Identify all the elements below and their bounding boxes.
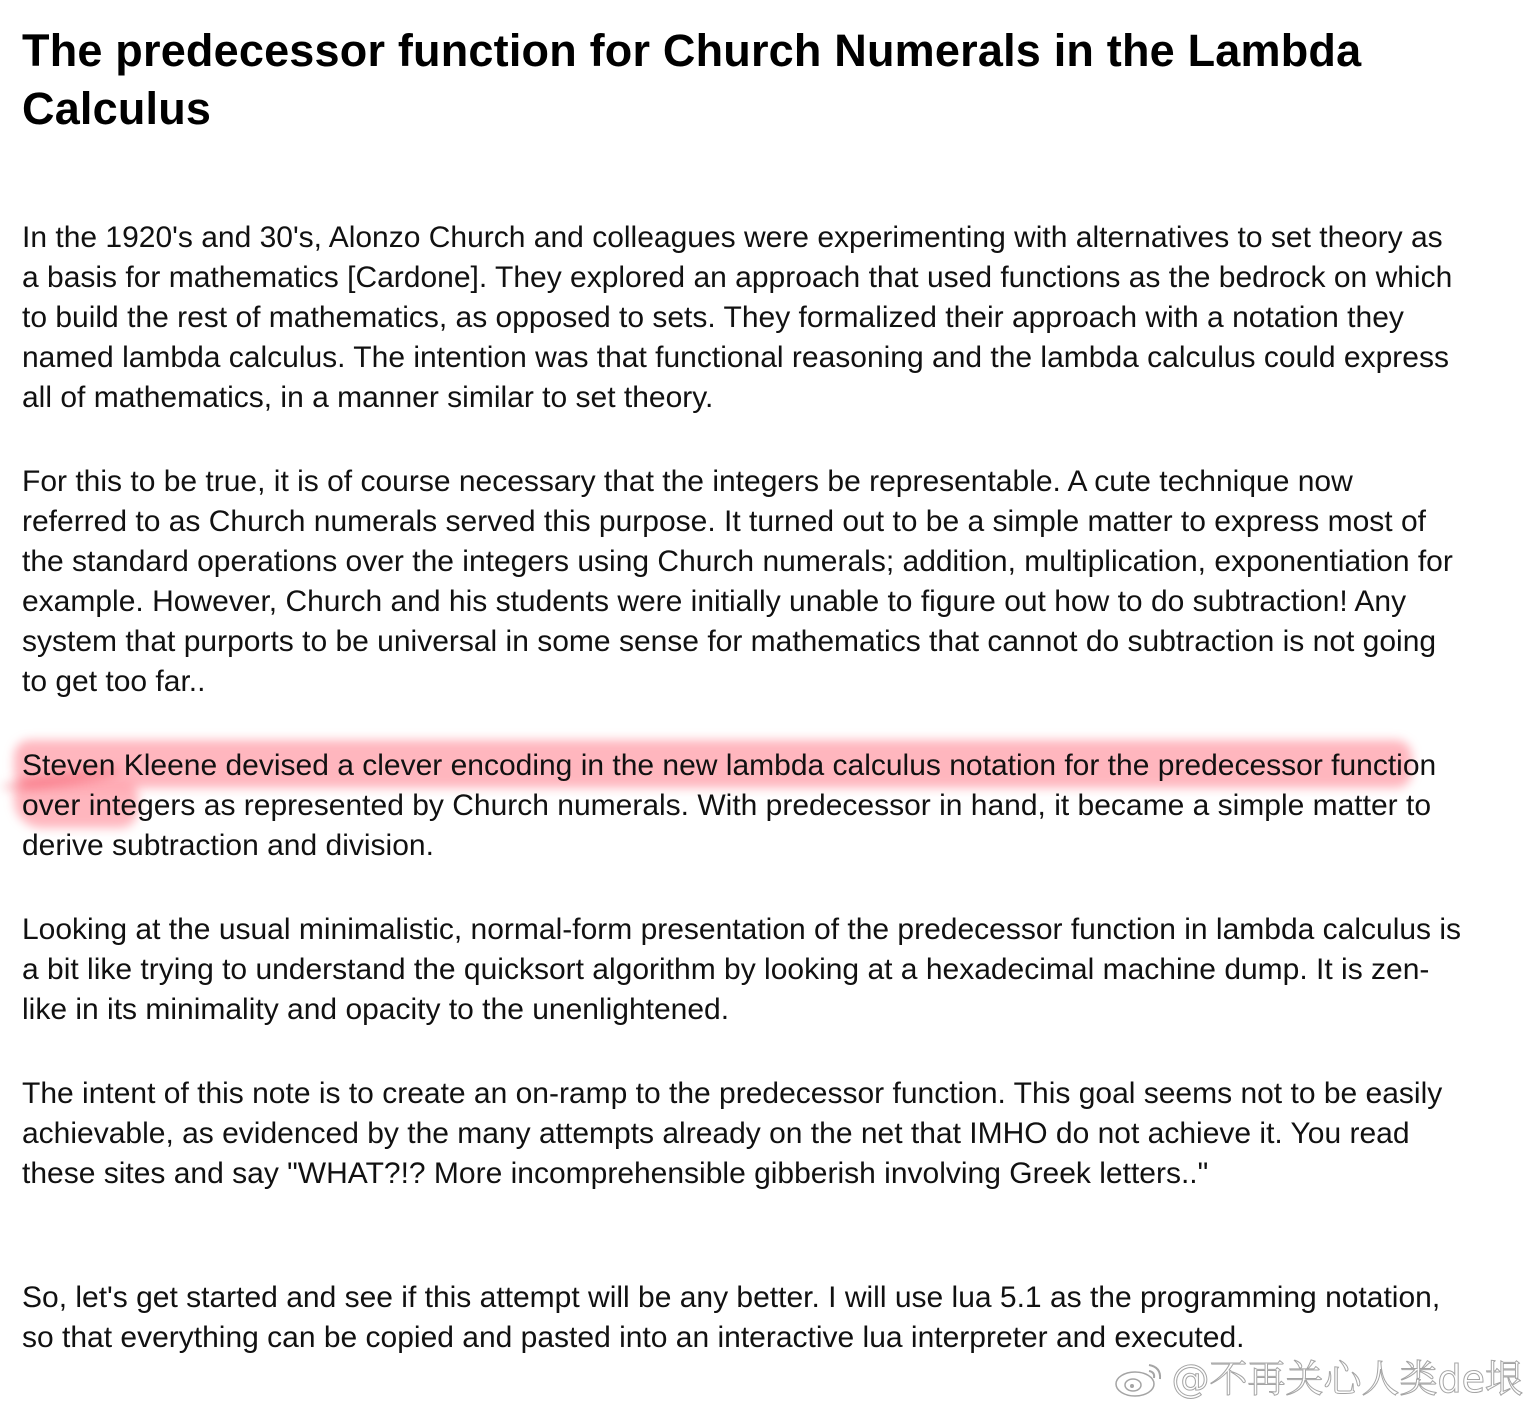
paragraph-2: For this to be true, it is of course necessary that the integers be representable. A cute technique now referred to as Church numerals served this purpose. It turned out to be a simple matter to express most of the standard operations over the integers using Church numerals; addition, multiplication, exponentiation for example. However, Church and his students were initially unable to figure out how to do subtraction! Any system that purports to be universal in some sense for mathematics that cannot do subtraction is not going to get too far..: [22, 465, 1453, 698]
paragraph-4: Looking at the usual minimalistic, normal-form presentation of the predecessor function in lambda calculus is a bit like trying to understand the quicksort algorithm by looking at a hexadecimal machine dump. It is zen-like in its minimality and opacity to the unenlightened.: [22, 913, 1462, 1026]
watermark-text: @不再关心人类de垠: [1171, 1357, 1523, 1401]
page-title: The predecessor function for Church Numerals in the Lambda Calculus: [22, 25, 1362, 134]
paragraph-3: Steven Kleene devised a clever encoding in the new lambda calculus notation for the predecessor function over integers as represented by Church numerals. With predecessor in hand, it became a simple matter to derive subtraction and division.: [22, 749, 1437, 862]
paragraph-6: So, let's get started and see if this attempt will be any better. I will use lua 5.1 as the programming notation, so that everything can be copied and pasted into an interactive lua interpreter and executed.: [22, 1281, 1441, 1354]
weibo-logo-icon: [1113, 1359, 1165, 1399]
paragraph-1: In the 1920's and 30's, Alonzo Church and colleagues were experimenting with alternatives to set theory as a basis for mathematics [Cardone]. They explored an approach that used functions as the bedrock on which to build the rest of mathematics, as opposed to sets. They formalized their approach with a notation they named lambda calculus. The intention was that functional reasoning and the lambda calculus could express all of mathematics, in a manner similar to set theory.: [22, 221, 1453, 414]
article: [22, 0, 1462, 1354]
watermark: [1113, 1357, 1523, 1401]
paragraph-5: The intent of this note is to create an on-ramp to the predecessor function. This goal seems not to be easily achievable, as evidenced by the many attempts already on the net that IMHO do not achieve it. You read these sites and say "WHAT?!? More incomprehensible gibberish involving Greek letters..": [22, 1077, 1443, 1190]
